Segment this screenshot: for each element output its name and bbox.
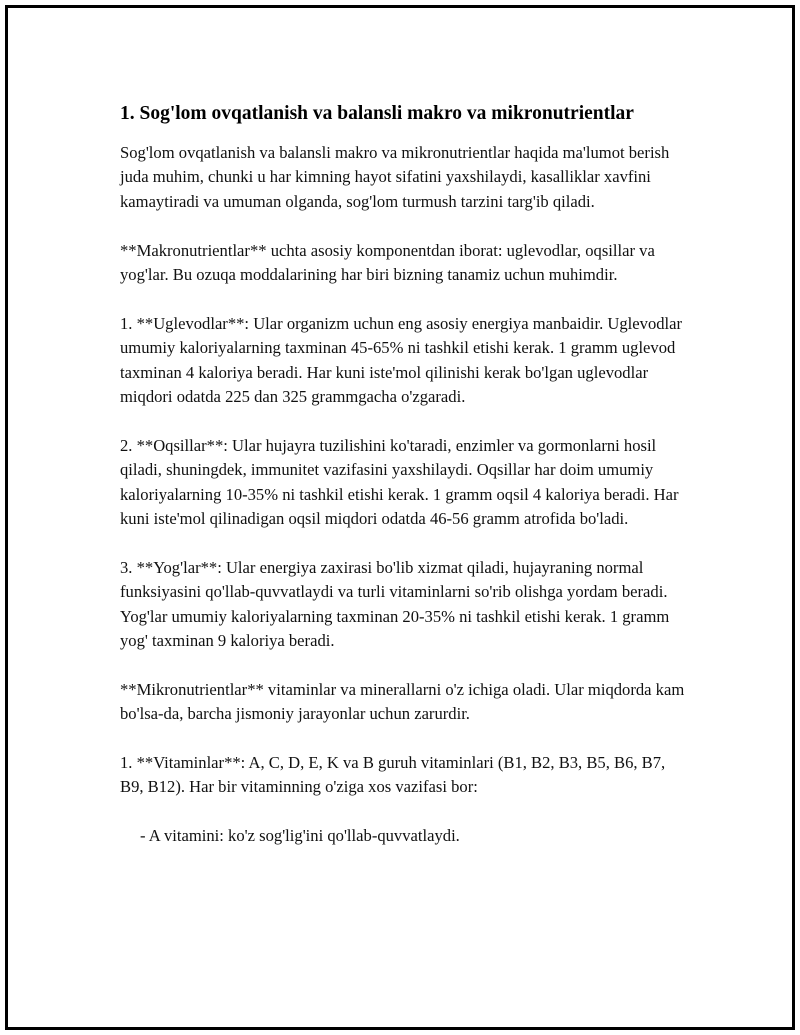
intro-paragraph: Sog'lom ovqatlanish va balansli makro va mikronutrientlar haqida ma'lumot berish juda muhim, chunki u har kimning hayot sifatini yaxshilaydi, kasalliklar xavfini kamaytiradi va umuman olganda, sog'lom turmush tarzini targ'ib qiladi. [120,143,670,211]
document-page [5,5,795,1030]
vitamins-paragraph: 1. **Vitaminlar**: A, C, D, E, K va B guruh vitaminlari (B1, B2, B3, B5, B6, B7, B9, B12). Har bir vitaminning o'ziga xos vazifasi bor: [120,753,666,797]
fats-paragraph: 3. **Yog'lar**: Ular energiya zaxirasi bo'lib xizmat qiladi, hujayraning normal funksiyasini qo'llab-quvvatlaydi va turli vitaminlarni so'rib olishga yordam beradi. Yog'lar umumiy kaloriyalarning taxminan 20-35% ni tashkil etishi kerak. 1 gramm yog' taxminan 9 kaloriya beradi. [120,557,670,651]
document-content [120,101,690,873]
proteins-paragraph: 2. **Oqsillar**: Ular hujayra tuzilishini ko'taradi, enzimler va gormonlarni hosil qiladi, shuningdek, immunitet vazifasini yaxshilaydi. Oqsillar har doim umumiy kaloriyalarning 10-35% ni tashkil etishi kerak. 1 gramm oqsil 4 kaloriya beradi. Har kuni iste'mol qilinadigan oqsil miqdori odatda 46-56 gramm atrofida bo'ladi. [120,435,679,529]
carbohydrates-paragraph: 1. **Uglevodlar**: Ular organizm uchun eng asosiy energiya manbaidir. Uglevodlar umumiy kaloriyalarning taxminan 45-65% ni tashkil etishi kerak. 1 gramm uglevod taxminan 4 kaloriya beradi. Har kuni iste'mol qilinishi kerak bo'lgan uglevodlar miqdori odatda 225 dan 325 grammgacha o'zgaradi. [120,313,683,407]
macronutrients-paragraph: **Makronutrientlar** uchta asosiy komponentdan iborat: uglevodlar, oqsillar va yog'lar. Bu ozuqa moddalarining har biri bizning tanamiz uchun muhimdir. [120,240,655,285]
vitamin-a-list-item: - A vitamini: ko'z sog'lig'ini qo'llab-quvvatlaydi. [140,826,460,846]
document-title: 1. Sog'lom ovqatlanish va balansli makro va mikronutrientlar [120,103,634,124]
micronutrients-paragraph: **Mikronutrientlar** vitaminlar va minerallarni o'z ichiga oladi. Ular miqdorda kam bo'lsa-da, barcha jismoniy jarayonlar uchun zarurdir. [120,679,685,724]
